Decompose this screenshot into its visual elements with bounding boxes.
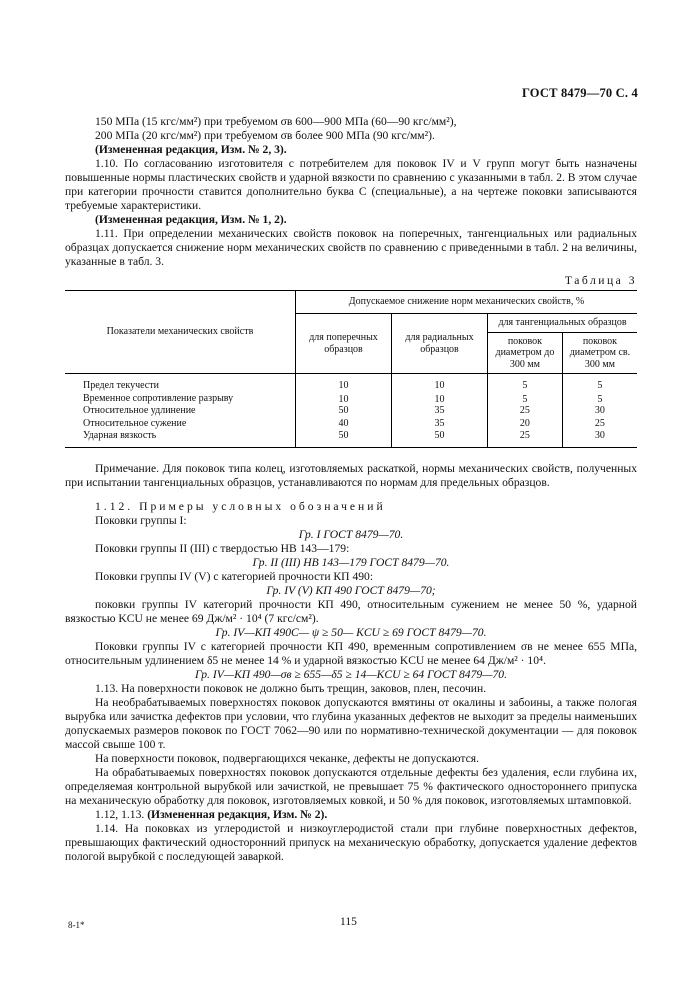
cell-value: 10: [392, 393, 488, 406]
row-label: Относительное сужение: [83, 417, 187, 429]
text-line: поковки группы IV категорий прочности КП 490, относительным сужением не менее 50 %, ударной вязкостью KCU не менее 69 Дж/м² · 10⁴ (7 кгс/см²).: [65, 597, 637, 625]
designation-code: Гр. IV (V) КП 490 ГОСТ 8479—70;: [266, 583, 436, 597]
designation-code: Гр. IV—КП 490—σв ≥ 655—δ5 ≥ 14—KCU ≥ 64 ГОСТ 8479—70.: [194, 667, 508, 681]
cell-value: 35: [392, 405, 488, 418]
standard-header: ГОСТ 8479—70 С. 4: [521, 86, 638, 100]
cell-value: 5: [562, 374, 637, 393]
row-label: Временное сопротивление разрыву: [83, 392, 234, 404]
table-header-radial: для радиальных образцов: [392, 314, 488, 374]
revision-num: 1.12, 1.13.: [95, 807, 145, 821]
footer-mark: 8-1*: [68, 920, 85, 930]
cell-value: 50: [392, 430, 488, 447]
cell-value: 20: [488, 418, 563, 431]
cell-value: 50: [296, 430, 392, 447]
properties-table: [65, 290, 637, 448]
text-paragraph: На поверхности поковок, подвергающихся чеканке, дефекты не допускаются.: [95, 751, 480, 765]
text-line: Поковки группы II (III) с твердостью НВ 143—179:: [95, 541, 350, 555]
paragraph-1-14: 1.14. На поковках из углеродистой и низкоуглеродистой стали при глубине поверхностных дефектов, превышающих фактический односторонний припуск на механическую обработку, допускается удаление дефектов пологой вырубкой с последующей заваркой.: [65, 821, 637, 863]
table-row: [65, 405, 637, 418]
table-header-tan-small: поковок диаметром до 300 мм: [488, 333, 563, 374]
cell-value: 10: [392, 374, 488, 393]
revision-note: (Измененная редакция, Изм. № 1, 2).: [95, 213, 287, 226]
paragraph-1-11: 1.11. При определении механических свойств поковок на поперечных, тангенциальных или радиальных образцах допускается снижение норм механических свойств по сравнению с приведенными в табл. 2 на величины, указанные в табл. 3.: [65, 227, 637, 268]
text-line: Поковки группы IV с категорией прочности КП 490, временным сопротивлением σв не менее 655 МПа, относительным удлинением δ5 не менее 14 % и ударной вязкостью KCU не менее 64 Дж/м² · 10⁴.: [65, 639, 637, 667]
cell-value: 25: [562, 418, 637, 431]
row-label: Относительное удлинение: [83, 405, 196, 417]
table-title: Таблица 3: [564, 274, 637, 287]
paragraph-1-10: 1.10. По согласованию изготовителя с потребителем для поковок IV и V групп могут быть назначены повышенные нормы пластических свойств и ударной вязкости по сравнению с указанными в табл. 2. В этом случае при категории прочности ставится дополнительно буква С (специальные), а на чертеже поковки записываются требуемые характеристики.: [65, 157, 637, 212]
cell-value: 5: [488, 374, 563, 393]
designation-code: Гр. IV—КП 490С— ψ ≥ 50— KCU ≥ 69 ГОСТ 8479—70.: [215, 625, 487, 639]
page-number: 115: [340, 916, 357, 928]
cell-value: 10: [296, 374, 392, 393]
cell-value: 30: [562, 430, 637, 447]
table-header-tan-large: поковок диаметром св. 300 мм: [562, 333, 637, 374]
text-line: 150 МПа (15 кгс/мм²) при требуемом σв 600—900 МПа (60—90 кгс/мм²),: [95, 115, 457, 128]
cell-value: 25: [488, 430, 563, 447]
text-line: Поковки группы IV (V) с категорией прочности КП 490:: [95, 569, 374, 583]
table-note: Примечание. Для поковок типа колец, изготовляемых раскаткой, нормы механических свойств, полученных при испытании тангенциальных образцов, устанавливаются по нормам для предельных образцов.: [65, 461, 637, 489]
document-body: [65, 115, 637, 864]
cell-value: 25: [488, 405, 563, 418]
table-row: [65, 430, 637, 447]
cell-value: 35: [392, 418, 488, 431]
cell-value: 50: [296, 405, 392, 418]
cell-value: 5: [488, 393, 563, 406]
revision-note: [65, 808, 637, 822]
section-heading: 1.12. Примеры условных обозначений: [95, 499, 386, 513]
table-header-transverse: для поперечных образцов: [296, 314, 392, 374]
text-line: Поковки группы I:: [95, 513, 187, 527]
table-row: [65, 393, 637, 406]
table-header-group: Допускаемое снижение норм механических свойств, %: [296, 291, 638, 314]
revision-text: (Измененная редакция, Изм. № 2).: [147, 807, 328, 821]
row-label: Ударная вязкость: [65, 430, 296, 447]
cell-value: 30: [562, 405, 637, 418]
designation-code: Гр. II (III) НВ 143—179 ГОСТ 8479—70.: [252, 555, 450, 569]
text-paragraph: На необрабатываемых поверхностях поковок допускаются вмятины от окалины и забоины, а также пологая вырубка или зачистка дефектов при условии, что глубина указанных дефектов не выходит за пределы наименьших допускаемых размеров поковок по ГОСТ 7062—90 или по нормативно-технической документации — для поковок массой свыше 100 т.: [65, 695, 637, 751]
cell-value: 40: [296, 418, 392, 431]
table-header-tangential: для тангенциальных образцов: [488, 314, 638, 333]
paragraph-1-13: 1.13. На поверхности поковок не должно быть трещин, заковов, плен, песочин.: [95, 681, 487, 695]
revision-note: (Измененная редакция, Изм. № 2, 3).: [95, 143, 287, 156]
table-header-indicator: Показатели механических свойств: [65, 291, 296, 374]
cell-value: 5: [562, 393, 637, 406]
row-label: Предел текучести: [83, 380, 159, 391]
table-row: [65, 418, 637, 431]
text-paragraph: На обрабатываемых поверхностях поковок допускаются отдельные дефекты без удаления, если глубина их, определяемая контрольной вырубкой или зачисткой, не превышает 75 % фактического одностороннего припуска на механическую обработку для поковок, изготовляемых ковкой, и 50 % для поковок, изготовляемых штамповкой.: [65, 765, 637, 807]
cell-value: 10: [296, 393, 392, 406]
designation-code: Гр. I ГОСТ 8479—70.: [298, 527, 404, 541]
text-line: 200 МПа (20 кгс/мм²) при требуемом σв более 900 МПа (90 кгс/мм²).: [95, 129, 435, 142]
table-row: [65, 374, 637, 393]
